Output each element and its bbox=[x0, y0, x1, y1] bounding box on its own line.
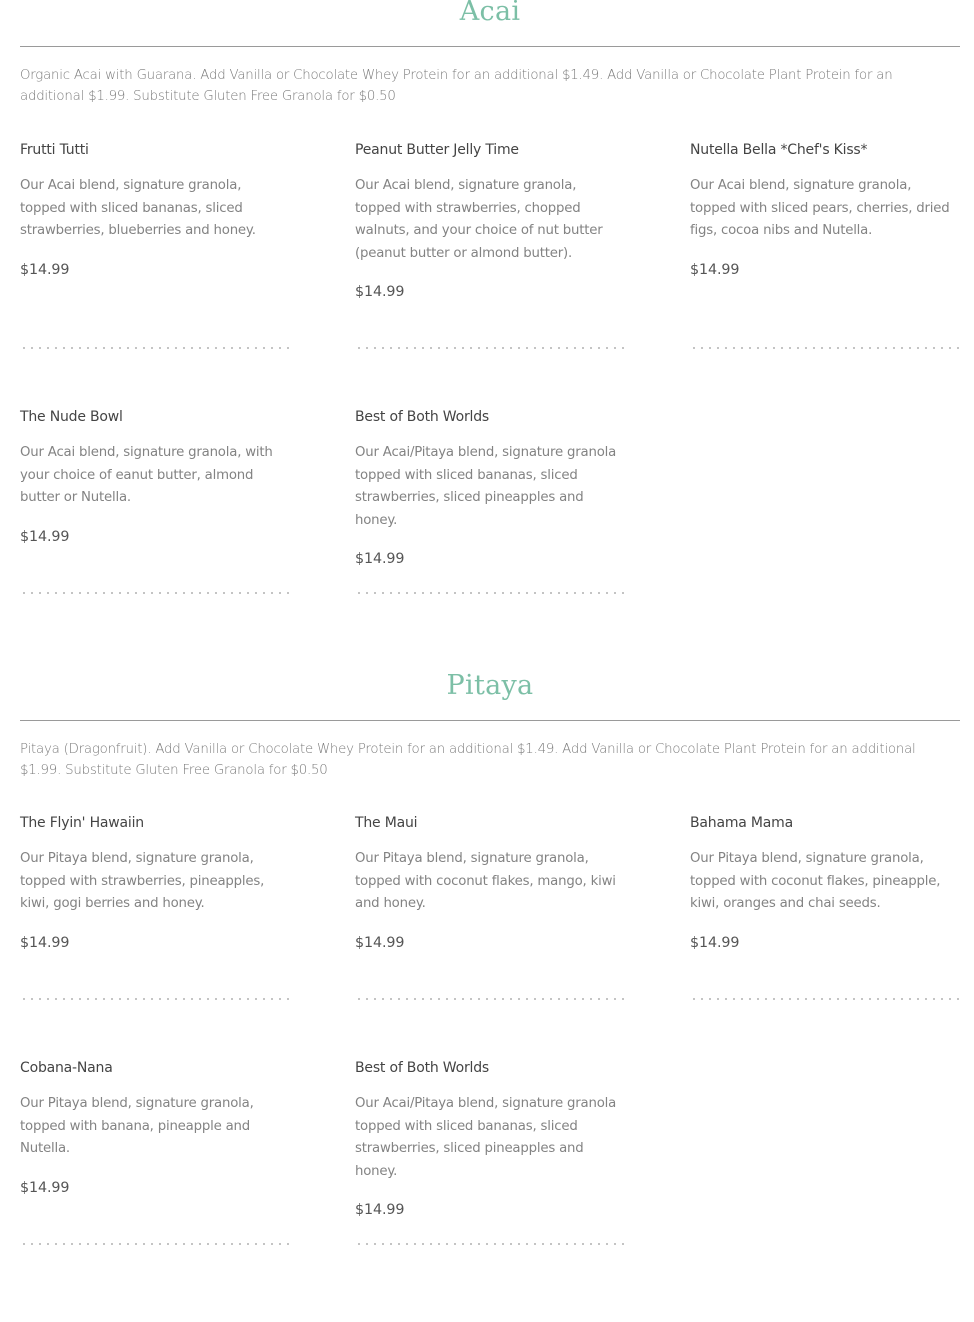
menu-item-price: $14.99 bbox=[355, 1202, 405, 1218]
menu-item-price: $14.99 bbox=[355, 551, 405, 567]
menu-item[interactable] bbox=[690, 140, 958, 280]
menu-item-name: Best of Both Worlds bbox=[355, 409, 489, 425]
menu-item-description: Our Pitaya blend, signature granola, topped with strawberries, pineapples, kiwi, gogi berries and honey. bbox=[20, 851, 265, 911]
menu-item-price: $14.99 bbox=[20, 1179, 70, 1196]
acai-section-description: Organic Acai with Guarana. Add Vanilla or Chocolate Whey Protein for an additional $1.49. Add Vanilla or Chocolate Plant Protein for an additional $1.99. Substitute Gluten Free Granola for $0.50 bbox=[20, 68, 893, 104]
menu-item-price: $14.99 bbox=[20, 261, 70, 278]
item-divider bbox=[20, 592, 290, 594]
menu-item-price: $14.99 bbox=[20, 934, 70, 951]
menu-item-price: $14.99 bbox=[355, 934, 405, 951]
menu-item-description: Our Pitaya blend, signature granola, topped with banana, pineapple and Nutella. bbox=[20, 1096, 254, 1156]
menu-item-price: $14.99 bbox=[690, 934, 740, 951]
menu-item[interactable] bbox=[20, 813, 288, 953]
pitaya-section-title: Pitaya bbox=[446, 670, 534, 701]
menu-item[interactable] bbox=[690, 813, 958, 953]
menu-item-name: The Flyin' Hawaiin bbox=[20, 815, 144, 831]
acai-section-divider bbox=[20, 46, 960, 47]
item-divider bbox=[690, 998, 962, 1000]
menu-item-price: $14.99 bbox=[355, 284, 405, 300]
menu-item-name: Peanut Butter Jelly Time bbox=[355, 142, 519, 158]
menu-item-name: Nutella Bella *Chef's Kiss* bbox=[690, 142, 868, 158]
menu-item[interactable] bbox=[355, 140, 623, 302]
menu-item[interactable] bbox=[20, 1058, 288, 1198]
item-divider bbox=[355, 998, 625, 1000]
pitaya-section-description: Pitaya (Dragonfruit). Add Vanilla or Chocolate Whey Protein for an additional $1.49. Add Vanilla or Chocolate Plant Protein for an additional $1.99. Substitute Gluten Free Granola for $0.50 bbox=[20, 742, 916, 778]
menu-item-description: Our Acai blend, signature granola, topped with strawberries, chopped walnuts, and your choice of nut butter (peanut butter or almond butter). bbox=[355, 178, 603, 261]
menu-item-description: Our Acai blend, signature granola, with your choice of eanut butter, almond butter or Nutella. bbox=[20, 445, 273, 505]
menu-item[interactable] bbox=[20, 407, 288, 547]
menu-item-description: Our Acai blend, signature granola, topped with sliced bananas, sliced strawberries, blueberries and honey. bbox=[20, 178, 256, 238]
item-divider bbox=[20, 1243, 290, 1245]
menu-item-name: Frutti Tutti bbox=[20, 142, 89, 158]
item-divider bbox=[355, 592, 625, 594]
menu-item-name: Cobana-Nana bbox=[20, 1060, 113, 1076]
menu-item-name: The Maui bbox=[355, 815, 418, 831]
menu-item-description: Our Pitaya blend, signature granola, topped with coconut flakes, mango, kiwi and honey. bbox=[355, 851, 616, 911]
menu-item-description: Our Acai blend, signature granola, topped with sliced pears, cherries, dried figs, cocoa nibs and Nutella. bbox=[690, 178, 950, 238]
item-divider bbox=[355, 347, 625, 349]
menu-item-description: Our Acai/Pitaya blend, signature granola topped with sliced bananas, sliced strawberries, sliced pineapples and honey. bbox=[355, 1096, 617, 1179]
item-divider bbox=[20, 347, 290, 349]
menu-item-name: Best of Both Worlds bbox=[355, 1060, 489, 1076]
item-divider bbox=[355, 1243, 625, 1245]
pitaya-section-divider bbox=[20, 720, 960, 721]
item-divider bbox=[690, 347, 962, 349]
menu-item-description: Our Acai/Pitaya blend, signature granola topped with sliced bananas, sliced strawberries, sliced pineapples and honey. bbox=[355, 445, 617, 528]
acai-section-title: Acai bbox=[459, 0, 521, 27]
menu-item[interactable] bbox=[355, 407, 623, 569]
menu-item[interactable] bbox=[20, 140, 288, 280]
menu-item-price: $14.99 bbox=[20, 528, 70, 545]
item-divider bbox=[20, 998, 290, 1000]
menu-item[interactable] bbox=[355, 813, 623, 953]
menu-item-name: Bahama Mama bbox=[690, 815, 793, 831]
menu-item-description: Our Pitaya blend, signature granola, topped with coconut flakes, pineapple, kiwi, oranges and chai seeds. bbox=[690, 851, 941, 911]
menu-item[interactable] bbox=[355, 1058, 623, 1220]
menu-item-price: $14.99 bbox=[690, 261, 740, 278]
menu-item-name: The Nude Bowl bbox=[20, 409, 123, 425]
